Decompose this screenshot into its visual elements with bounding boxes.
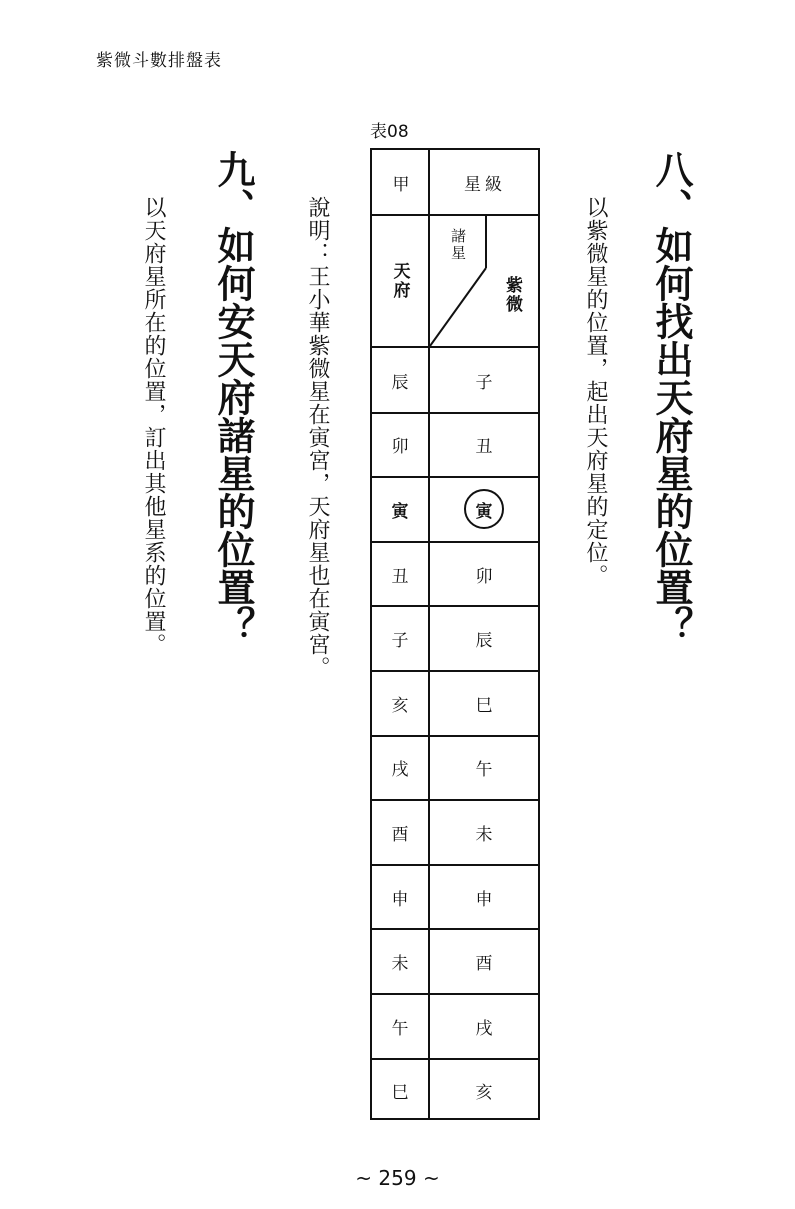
star-position-table — [370, 148, 540, 1120]
section-8-heading: 八、如何找出天府星的位置？ — [649, 150, 694, 644]
table-cell-ziwei: 戌 — [475, 1018, 493, 1039]
running-header: 紫微斗數排盤表 — [96, 51, 222, 71]
table-cell-ziwei — [430, 477, 538, 542]
table-cell-tianfu: 酉 — [391, 824, 409, 845]
table-cell-ziwei: 申 — [475, 889, 493, 910]
table-cell-ziwei: 酉 — [475, 954, 493, 975]
table-cell-tianfu: 辰 — [391, 372, 409, 393]
table-cell-ziwei: 子 — [475, 372, 493, 393]
table-cell-tianfu: 亥 — [391, 695, 409, 716]
table-cell-ziwei: 卯 — [475, 566, 493, 587]
page-number: ~ 259 ~ — [355, 1166, 440, 1190]
table-header-left: 甲 — [392, 174, 410, 195]
table-cell-ziwei: 丑 — [475, 437, 493, 458]
table-subheader-tianfu: 天府 — [389, 262, 410, 300]
table-cell-tianfu: 寅 — [391, 501, 409, 522]
table-cell-tianfu: 丑 — [391, 566, 409, 587]
table-label: 表08 — [370, 122, 409, 142]
subheader-ziwei: 紫微 — [502, 276, 522, 314]
table-cell-tianfu: 戌 — [391, 760, 409, 781]
section-9-heading: 九、如何安天府諸星的位置？ — [211, 150, 256, 644]
table-cell-tianfu: 午 — [391, 1018, 409, 1039]
table-subheader-diagonal — [430, 216, 538, 346]
table-cell-ziwei: 午 — [475, 760, 493, 781]
section-9-body: 以天府星所在的位置，訂出其他星系的位置。 — [141, 196, 166, 656]
table-cell-tianfu: 子 — [391, 631, 409, 652]
table-cell-ziwei: 巳 — [475, 695, 493, 716]
table-cell-tianfu: 申 — [391, 889, 409, 910]
table-header-right: 星級 — [464, 174, 506, 195]
table-cell-ziwei: 亥 — [475, 1083, 493, 1104]
table-cell-tianfu: 未 — [391, 954, 409, 975]
table-cell-ziwei: 辰 — [475, 631, 493, 652]
table-cell-ziwei: 未 — [475, 824, 493, 845]
table-cell-tianfu: 卯 — [391, 437, 409, 458]
section-8-body: 以紫微星的位置，起出天府星的定位。 — [583, 196, 608, 587]
highlight-circle: 寅 — [464, 489, 504, 529]
table-note: 說明：王小華紫微星在寅宮，天府星也在寅宮。 — [305, 196, 330, 679]
table-cell-tianfu: 巳 — [391, 1083, 409, 1104]
subheader-zhuxing: 諸星 — [449, 228, 467, 262]
